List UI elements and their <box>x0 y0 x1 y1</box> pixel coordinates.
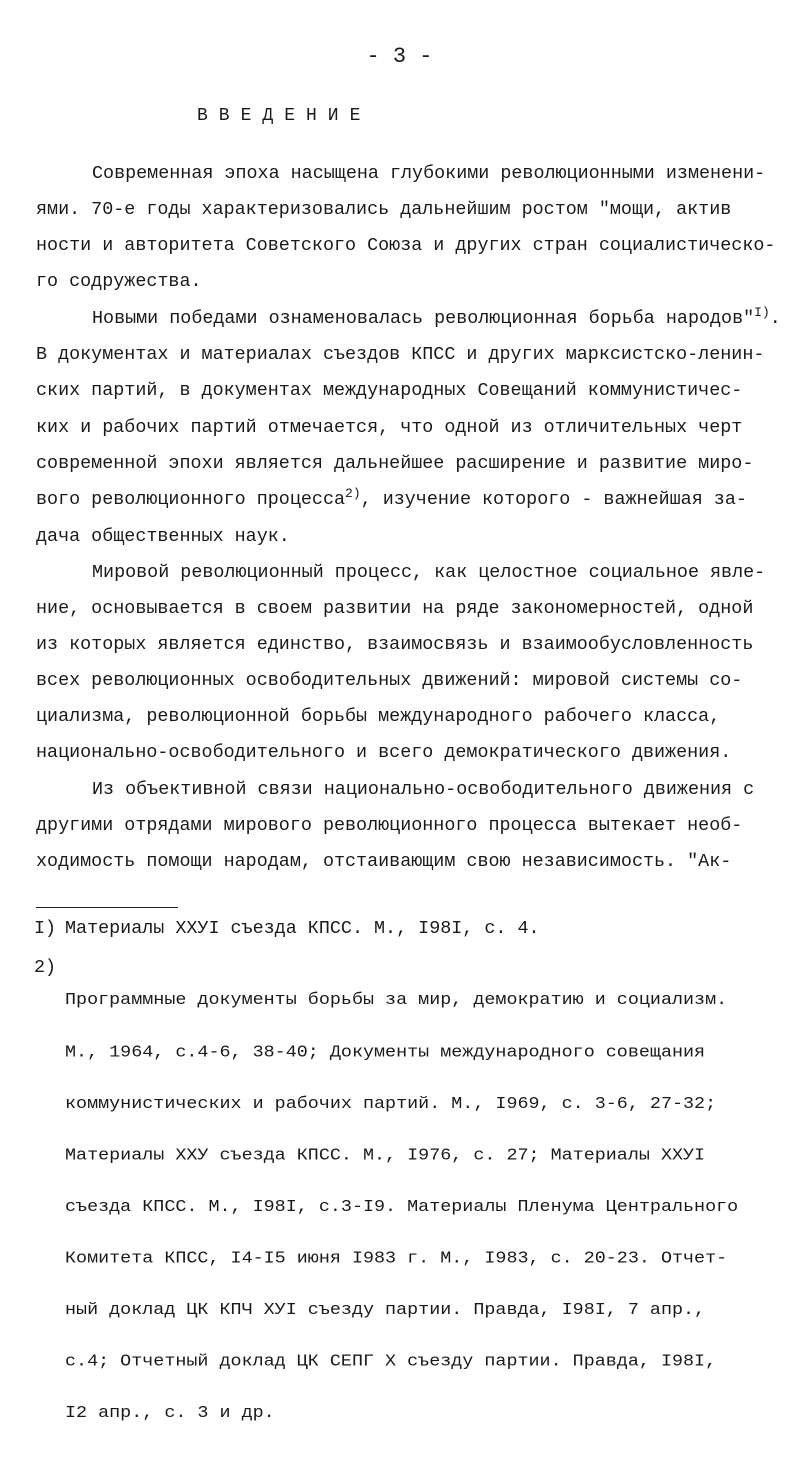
page-number: - 3 - <box>366 44 433 69</box>
footnote-line: с.4; Отчетный доклад ЦК СЕПГ Х съезду партии. Правда, I98I, <box>65 1351 717 1372</box>
text-line: го содружества. <box>36 271 202 292</box>
text-line: ние, основывается в своем развитии на ряде закономерностей, одной <box>36 598 754 619</box>
footnote-line: съезда КПСС. М., I98I, с.3-I9. Материалы Пленума Центрального <box>65 1197 739 1217</box>
footnote-ref: I) <box>754 305 770 320</box>
text-line: из которых является единство, взаимосвязь и взаимообусловленность <box>36 634 754 655</box>
text-segment: вого революционного процесса <box>36 489 346 510</box>
section-title: ВВЕДЕНИЕ <box>197 106 372 126</box>
footnote-divider <box>36 907 178 908</box>
text-line: циализма, революционной борьбы международного рабочего класса, <box>36 706 721 727</box>
text-line: Мировой революционный процесс, как целостное социальное явле- <box>92 562 766 583</box>
footnote-line: коммунистических и рабочих партий. М., I969, с. 3-6, 27-32; <box>65 1093 717 1114</box>
text-line: ких и рабочих партий отмечается, что одной из отличительных черт <box>36 417 743 438</box>
text-line: Современная эпоха насыщена глубокими революционными изменени- <box>92 163 766 184</box>
text-line <box>92 305 781 330</box>
footnote-line: Материалы ХХУ съезда КПСС. М., I976, с. 27; Материалы ХХУI <box>65 1145 706 1165</box>
text-line: ности и авторитета Советского Союза и других стран социалистическо- <box>36 235 776 256</box>
text-segment: . <box>769 308 781 329</box>
footnote-ref: 2) <box>345 486 361 501</box>
text-line: Из объективной связи национально-освободительного движения с <box>92 779 755 800</box>
text-line: всех революционных освободительных движений: мировой системы со- <box>36 670 743 691</box>
text-line: ями. 70-е годы характеризовались дальнейшим ростом "мощи, актив <box>36 199 732 220</box>
footnote-line: М., 1964, с.4-6, 38-40; Документы международного совещания <box>65 1042 706 1062</box>
text-line: ходимость помощи народам, отстаивающим свою независимость. "Ак- <box>36 851 732 872</box>
text-segment: Новыми победами ознаменовалась революционная борьба народов" <box>92 308 755 329</box>
text-line <box>36 486 747 511</box>
footnote-marker: I) <box>34 918 57 939</box>
footnote-text: Материалы ХХУI съезда КПСС. М., I98I, с. 4. <box>65 918 540 939</box>
footnote-line: I2 апр., с. 3 и др. <box>65 1403 275 1423</box>
text-line: В документах и материалах съездов КПСС и других марксистско-ленин- <box>36 344 765 365</box>
footnote-line: ный доклад ЦК КПЧ ХУI съезду партии. Правда, I98I, 7 апр., <box>65 1300 706 1320</box>
text-segment: , изучение которого - важнейшая за- <box>360 489 747 510</box>
text-line: дача общественных наук. <box>36 526 290 547</box>
footnote-text <box>65 958 738 1457</box>
text-line: другими отрядами мирового революционного процесса вытекает необ- <box>36 815 743 836</box>
text-line: ских партий, в документах международных Совещаний коммунистичес- <box>36 380 743 401</box>
text-line: национально-освободительного и всего демократического движения. <box>36 742 732 763</box>
footnote-line: Программные документы борьбы за мир, демократию и социализм. <box>65 990 728 1010</box>
footnote-marker: 2) <box>34 957 57 978</box>
footnote-line: Комитета КПСС, I4-I5 июня I983 г. М., I983, с. 20-23. Отчет- <box>65 1248 728 1268</box>
text-line: современной эпохи является дальнейшее расширение и развитие миро- <box>36 453 754 474</box>
